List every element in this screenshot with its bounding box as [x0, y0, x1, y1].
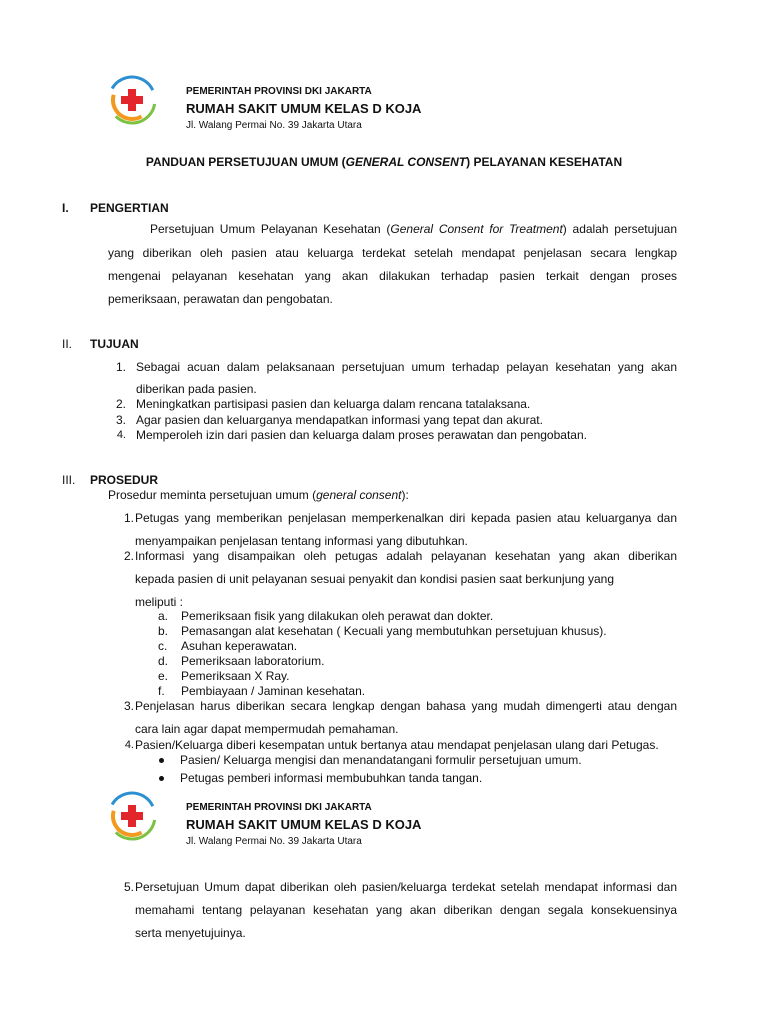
hospital-name: RUMAH SAKIT UMUM KELAS D KOJA: [186, 817, 422, 832]
list-item-line: Pasien/Keluarga diberi kesempatan untuk bertanya atau mendapat penjelasan ulang dari Petugas.: [135, 738, 659, 752]
list-number: 2.: [115, 397, 126, 411]
list-item-line: Agar pasien dan keluarganya mendapatkan informasi yang tepat dan akurat.: [136, 413, 543, 427]
list-number: 5.: [123, 880, 134, 894]
gov-name: PEMERINTAH PROVINSI DKI JAKARTA: [186, 86, 372, 97]
bullet-text: Petugas pemberi informasi membubuhkan tanda tangan.: [180, 771, 483, 785]
sub-item-label: f.: [158, 684, 165, 698]
hospital-name: RUMAH SAKIT UMUM KELAS D KOJA: [186, 101, 422, 116]
sub-item-text: Pemeriksaan fisik yang dilakukan oleh perawat dan dokter.: [181, 609, 494, 623]
sub-item-label: a.: [158, 609, 169, 623]
list-item-line: Memperoleh izin dari pasien dan keluarga dalam proses perawatan dan pengobatan.: [136, 428, 587, 442]
list-item-line: Sebagai acuan dalam pelaksanaan persetujuan umum terhadap pelayan kesehatan yang akan: [136, 360, 677, 374]
list-item-line: meliputi :: [135, 595, 184, 609]
list-item-line: kepada pasien di unit pelayanan sesuai penyakit dan kondisi pasien saat berkunjung yang: [135, 572, 615, 586]
document-title: PANDUAN PERSETUJUAN UMUM (GENERAL CONSENT) PELAYANAN KESEHATAN: [145, 155, 623, 169]
list-item-line: Informasi yang disampaikan oleh petugas adalah pelayanan kesehatan yang akan diberikan: [135, 549, 677, 563]
hospital-address: Jl. Walang Permai No. 39 Jakarta Utara: [186, 120, 362, 131]
section-title: PROSEDUR: [90, 473, 159, 487]
list-number: 3.: [115, 413, 126, 427]
list-item-line: memahami tentang pelayanan kesehatan yang akan diberikan dengan segala konsekuensinya: [135, 903, 677, 917]
list-item-line: Meningkatkan partisipasi pasien dan keluarga dalam rencana tatalaksana.: [136, 397, 531, 411]
list-item-line: Petugas yang memberikan penjelasan memperkenalkan diri kepada pasien atau keluarganya dan: [135, 511, 677, 525]
hospital-logo: [106, 790, 158, 842]
gov-name: PEMERINTAH PROVINSI DKI JAKARTA: [186, 802, 372, 813]
bullet-icon: [159, 776, 164, 781]
sub-item-text: Pemeriksaan X Ray.: [181, 669, 290, 683]
section-number: III.: [62, 473, 76, 487]
sub-item-label: b.: [158, 624, 169, 638]
list-item-line: cara lain agar dapat mempermudah pemahaman.: [135, 722, 399, 736]
section-number: I.: [62, 201, 69, 215]
list-number: 1.: [115, 360, 126, 374]
paragraph-line: pemeriksaan, perawatan dan pengobatan.: [108, 292, 333, 306]
list-number: 2.: [123, 549, 134, 563]
bullet-text: Pasien/ Keluarga mengisi dan menandatangani formulir persetujuan umum.: [180, 753, 582, 767]
list-item-line: serta menyetujuinya.: [135, 926, 246, 940]
list-number: 4.: [124, 739, 134, 751]
list-number: 4.: [116, 429, 126, 441]
sub-item-text: Pembiayaan / Jaminan kesehatan.: [181, 684, 366, 698]
list-number: 3.: [123, 699, 134, 713]
sub-item-text: Asuhan keperawatan.: [181, 639, 298, 653]
list-item-line: diberikan pada pasien.: [136, 382, 257, 396]
paragraph-line: Persetujuan Umum Pelayanan Kesehatan (General Consent for Treatment) adalah persetujuan: [150, 222, 677, 236]
paragraph-line: yang diberikan oleh pasien atau keluarga terdekat setelah mendapat penjelasan secara lengkap: [108, 246, 677, 260]
hospital-address: Jl. Walang Permai No. 39 Jakarta Utara: [186, 836, 362, 847]
list-item-line: menyampaikan penjelasan tentang informasi yang dibutuhkan.: [135, 534, 468, 548]
list-number: 1.: [123, 511, 134, 525]
sub-item-label: e.: [158, 669, 169, 683]
sub-item-label: d.: [158, 654, 169, 668]
section-title: PENGERTIAN: [90, 201, 169, 215]
hospital-logo: [106, 74, 158, 126]
list-item-line: Persetujuan Umum dapat diberikan oleh pasien/keluarga terdekat setelah mendapat informasi dan: [135, 880, 677, 894]
sub-item-label: c.: [158, 639, 168, 653]
section-title: TUJUAN: [90, 337, 139, 351]
sub-item-text: Pemeriksaan laboratorium.: [181, 654, 325, 668]
bullet-icon: [159, 758, 164, 763]
paragraph-line: mengenai pelayanan kesehatan yang akan dilakukan terhadap pasien terkait dengan proses: [108, 269, 677, 283]
list-item-line: Penjelasan harus diberikan secara lengkap dengan bahasa yang mudah dimengerti atau dengan: [135, 699, 677, 713]
intro-line: Prosedur meminta persetujuan umum (general consent):: [108, 488, 409, 502]
sub-item-text: Pemasangan alat kesehatan ( Kecuali yang membutuhkan persetujuan khusus).: [181, 624, 607, 638]
section-number: II.: [62, 337, 73, 351]
